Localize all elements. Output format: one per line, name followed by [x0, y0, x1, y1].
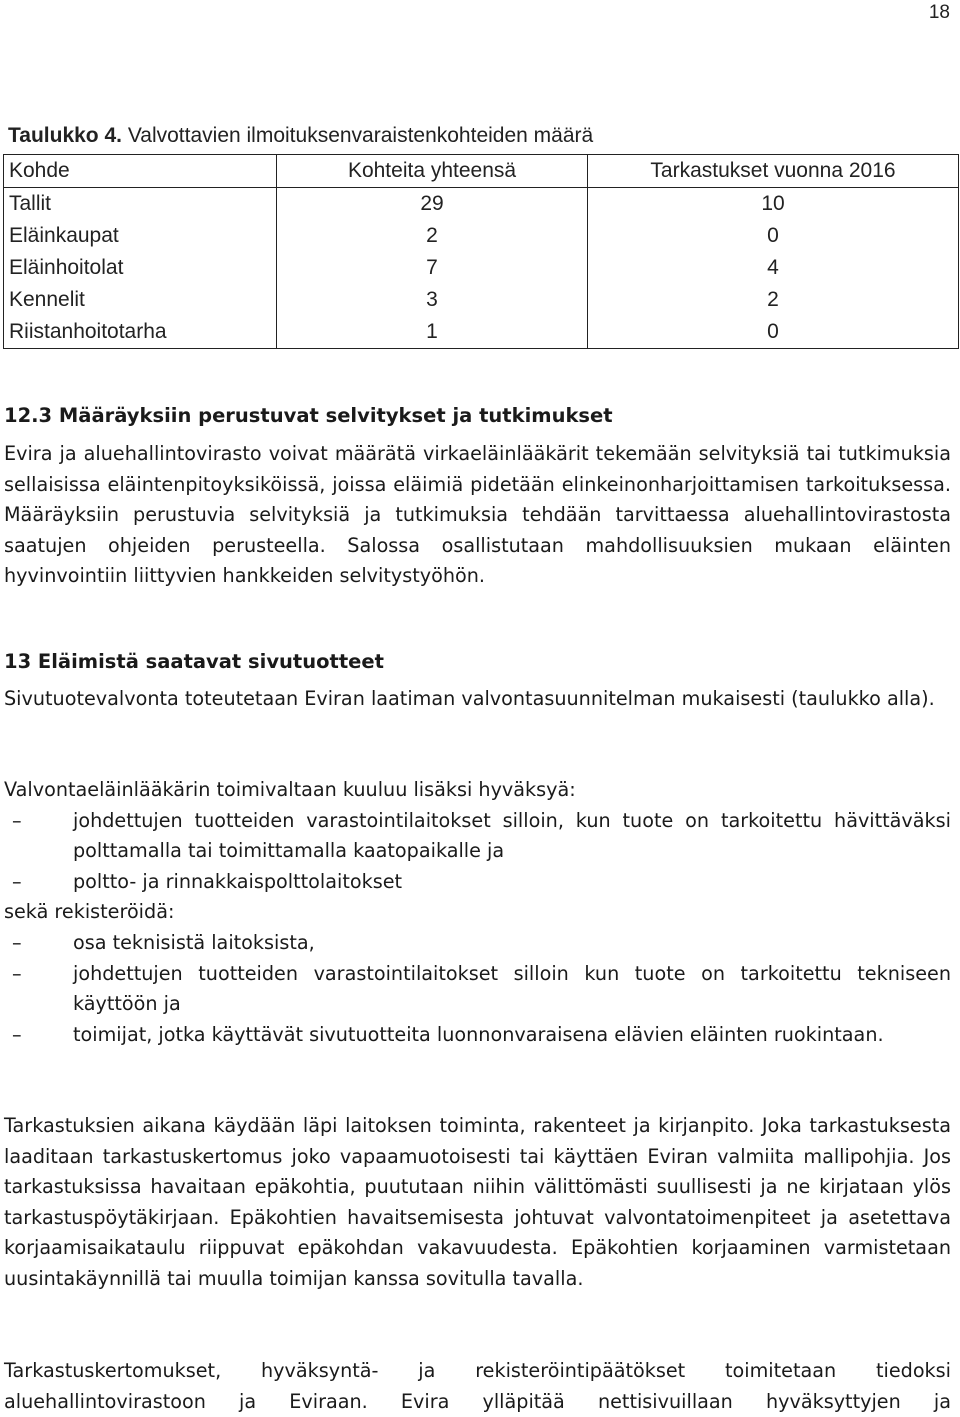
- final-line-1: Tarkastuskertomukset, hyväksyntä- ja rekisteröintipäätökset toimitetaan tiedoksi: [4, 1359, 951, 1382]
- dash-bullet-icon: –: [12, 961, 22, 985]
- table-header-row: [4, 155, 959, 188]
- list-item-text: johdettujen tuotteiden varastointilaitokset silloin, kun tuote on tarkoitettu hävittäväksi polttamalla tai toimittamalla kaatopaikalle ja: [73, 808, 951, 863]
- table-cell-inspections: 0: [588, 316, 959, 349]
- list-item-text: johdettujen tuotteiden varastointilaitokset silloin kun tuote on tarkoitettu tekniseen käyttöön ja: [73, 961, 951, 1016]
- column-header-tarkastukset: Tarkastukset vuonna 2016: [588, 155, 959, 188]
- table-cell-kohde: Kennelit: [4, 284, 277, 316]
- section-12-3-paragraph: Evira ja aluehallintovirasto voivat määrätä virkaeläinlääkärit tekemään selvityksiä tai tutkimuksia sellaisissa eläintenpitoyksiköissä, joissa eläimiä pidetään elinkeinonharjoittamisen tarkoituksessa. Määräyksiin perustuvia selvityksiä ja tutkimuksia tehdään tarvittaessa aluehallintovirastosta saatujen ohjeiden perusteella. Salossa osallistutaan mahdollisuuksien mukaan eläinten hyvinvointiin liittyvien hankkeiden selvitystyöhön.: [4, 442, 951, 588]
- table-row: [4, 252, 959, 284]
- page-number: 18: [928, 2, 950, 23]
- dash-bullet-icon: –: [12, 869, 22, 893]
- table-row: [4, 188, 959, 221]
- table-cell-count: 2: [277, 220, 588, 252]
- table-caption-text: Valvottavien ilmoituksenvaraistenkohteiden määrä: [127, 124, 594, 147]
- inspection-targets-table: [3, 154, 959, 349]
- column-header-kohde: Kohde: [4, 155, 277, 188]
- table-cell-kohde: Eläinhoitolat: [4, 252, 277, 284]
- approval-intro: Valvontaeläinlääkärin toimivaltaan kuuluu lisäksi hyväksyä:: [4, 778, 576, 801]
- final-paragraph: [4, 1356, 951, 1417]
- approval-list: [4, 775, 951, 1050]
- table-cell-count: 7: [277, 252, 588, 284]
- column-header-kohteita-yhteensa: Kohteita yhteensä: [277, 155, 588, 188]
- list-item: [4, 867, 951, 898]
- table-row: [4, 284, 959, 316]
- table-caption-label: Taulukko 4.: [8, 124, 122, 147]
- table-cell-inspections: 10: [588, 188, 959, 221]
- table-cell-count: 29: [277, 188, 588, 221]
- list-item-text: toimijat, jotka käyttävät sivutuotteita luonnonvaraisena elävien eläinten ruokintaan.: [73, 1022, 884, 1046]
- list-item-text: osa teknisistä laitoksista,: [73, 930, 315, 954]
- inspection-paragraph: Tarkastuksien aikana käydään läpi laitoksen toiminta, rakenteet ja kirjanpito. Joka tarkastuksesta laaditaan tarkastuskertomus joko vapaamuotoisesti tai käyttäen Eviran valmiita mallipohjia. Jos tarkastuksissa havaitaan epäkohtia, puututaan niihin välittömästi suullisesti ja ne kirjataan ylös tarkastuspöytäkirjaan. Epäkohtien havaitsemisesta johtuvat valvontatoimenpiteet ja asetettava korjaamisaikataulu riippuvat epäkohdan vakavuudesta. Epäkohtien korjaaminen varmistetaan uusintakäynnillä tai muulla toimijan kanssa sovitulla tavalla.: [4, 1114, 951, 1290]
- table-cell-inspections: 4: [588, 252, 959, 284]
- section-13-paragraph: Sivutuotevalvonta toteutetaan Eviran laatiman valvontasuunnitelman mukaisesti (taulukko alla).: [4, 687, 935, 710]
- table-cell-kohde: Tallit: [4, 188, 277, 221]
- table-cell-count: 1: [277, 316, 588, 349]
- list-item: [4, 959, 951, 1020]
- list-item: [4, 1020, 951, 1051]
- dash-bullet-icon: –: [12, 1022, 22, 1046]
- table-row: [4, 316, 959, 349]
- list-item: [4, 806, 951, 867]
- section-13-heading: 13 Eläimistä saatavat sivutuotteet: [4, 650, 384, 673]
- table-cell-inspections: 2: [588, 284, 959, 316]
- list-item: [4, 928, 951, 959]
- table-cell-inspections: 0: [588, 220, 959, 252]
- dash-bullet-icon: –: [12, 808, 22, 832]
- list-item-text: poltto- ja rinnakkaispolttolaitokset: [73, 869, 403, 893]
- final-line-2: aluehallintovirastoon ja Eviraan. Evira ylläpitää nettisivuillaan hyväksyttyjen ja: [4, 1389, 951, 1413]
- table-cell-kohde: Riistanhoitotarha: [4, 316, 277, 349]
- table-cell-count: 3: [277, 284, 588, 316]
- table-cell-kohde: Eläinkaupat: [4, 220, 277, 252]
- table-row: [4, 220, 959, 252]
- table-caption: [8, 124, 593, 148]
- dash-bullet-icon: –: [12, 930, 22, 954]
- section-12-3-heading: 12.3 Määräyksiin perustuvat selvitykset ja tutkimukset: [4, 404, 613, 427]
- register-intro: sekä rekisteröidä:: [4, 900, 175, 924]
